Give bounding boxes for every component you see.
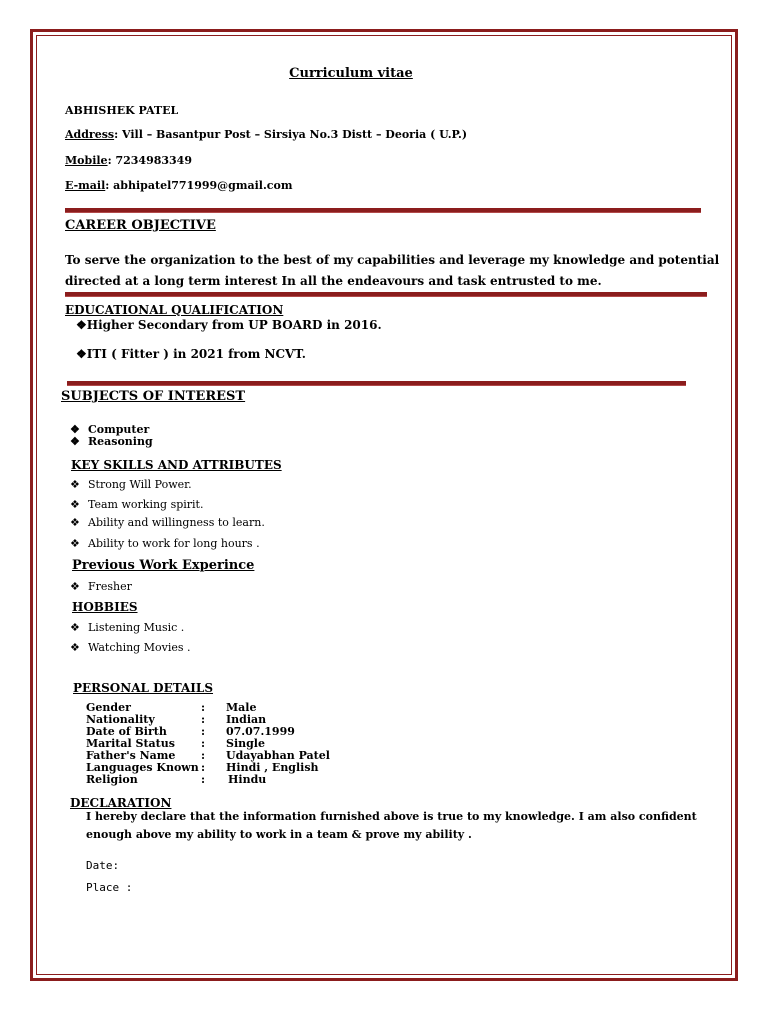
work-item-text: Fresher (88, 580, 132, 593)
personal-detail-label: Languages Known (86, 761, 199, 774)
subjects-heading: SUBJECTS OF INTEREST (61, 389, 246, 404)
career-objective-heading: CAREER OBJECTIVE (65, 218, 216, 233)
personal-detail-value: Hindu (228, 773, 267, 786)
declaration-line-1: I hereby declare that the information furnished above is true to my knowledge. I am also confident (86, 810, 697, 823)
bullet-icon: ❖ (70, 641, 80, 654)
address-label: Address (65, 128, 115, 141)
declaration-line-2: enough above my ability to work in a team & prove my ability . (86, 828, 472, 841)
skill-item (70, 537, 260, 550)
bullet-icon: ❖ (70, 478, 80, 491)
skill-item (70, 478, 192, 491)
personal-detail-label: Marital Status (86, 737, 175, 750)
hobby-item-text: Watching Movies . (88, 641, 191, 654)
bullet-icon: ❖ (70, 621, 80, 634)
personal-detail-value: 07.07.1999 (226, 725, 295, 738)
bullet-icon: ❖ (70, 516, 80, 529)
skill-item-text: Team working spirit. (88, 498, 204, 511)
skill-item-text: Ability to work for long hours . (88, 537, 260, 550)
skill-item-text: Ability and willingness to learn. (88, 516, 265, 529)
address-value: : Vill – Basantpur Post – Sirsiya No.3 Distt – Deoria ( U.P.) (114, 128, 468, 141)
career-objective-line-2: directed at a long term interest In all the endeavours and task entrusted to me. (65, 274, 602, 288)
subject-item-text: Reasoning (88, 435, 153, 448)
personal-detail-value: Hindi , English (226, 761, 319, 774)
candidate-name: ABHISHEK PATEL (65, 104, 179, 117)
skill-item (70, 516, 265, 529)
hobbies-heading: HOBBIES (72, 600, 138, 614)
personal-detail-colon: : (201, 749, 206, 762)
bullet-icon: ❖ (76, 318, 87, 332)
personal-detail-label: Date of Birth (86, 725, 167, 738)
personal-detail-colon: : (201, 773, 206, 786)
mobile-line (65, 154, 192, 167)
mobile-label: Mobile (65, 154, 108, 167)
education-heading: EDUCATIONAL QUALIFICATION (65, 303, 284, 317)
mobile-value: : 7234983349 (107, 154, 192, 167)
work-item (70, 580, 132, 593)
bullet-icon: ❖ (76, 347, 87, 361)
personal-detail-value: Single (226, 737, 265, 750)
personal-details-heading: PERSONAL DETAILS (73, 681, 214, 695)
divider-rule (65, 208, 701, 213)
personal-detail-colon: : (201, 737, 206, 750)
subject-item-text: Computer (88, 423, 150, 436)
hobby-item (70, 621, 184, 634)
personal-detail-colon: : (201, 701, 206, 714)
education-item (76, 347, 306, 361)
personal-detail-label: Nationality (86, 713, 155, 726)
declaration-heading: DECLARATION (70, 796, 172, 810)
personal-detail-value: Indian (226, 713, 267, 726)
date-label: Date: (86, 859, 120, 872)
personal-detail-colon: : (201, 761, 206, 774)
personal-detail-label: Gender (86, 701, 131, 714)
hobby-item-text: Listening Music . (88, 621, 185, 634)
address-line (65, 128, 467, 141)
skills-heading: KEY SKILLS AND ATTRIBUTES (71, 458, 282, 472)
email-value: : abhipatel771999@gmail.com (105, 179, 293, 192)
skill-item-text: Strong Will Power. (88, 478, 192, 491)
personal-detail-colon: : (201, 725, 206, 738)
divider-rule (67, 381, 686, 386)
divider-rule (65, 292, 707, 297)
document-title: Curriculum vitae (289, 66, 413, 81)
personal-detail-colon: : (201, 713, 206, 726)
bullet-icon: ❖ (70, 537, 80, 550)
hobby-item (70, 641, 190, 654)
personal-detail-label: Religion (86, 773, 138, 786)
personal-detail-label: Father's Name (86, 749, 176, 762)
personal-detail-value: Male (226, 701, 257, 714)
education-item-text: Higher Secondary from UP BOARD in 2016. (86, 318, 382, 332)
bullet-icon: ❖ (70, 498, 80, 511)
education-item-text: ITI ( Fitter ) in 2021 from NCVT. (86, 347, 306, 361)
email-line (65, 179, 293, 192)
personal-detail-value: Udayabhan Patel (226, 749, 330, 762)
work-heading: Previous Work Experince (72, 558, 255, 573)
skill-item (70, 498, 203, 511)
bullet-icon: ❖ (70, 423, 80, 436)
subject-item (70, 435, 153, 448)
career-objective-line-1: To serve the organization to the best of my capabilities and leverage my knowledge and potential (65, 253, 720, 267)
bullet-icon: ❖ (70, 580, 80, 593)
education-item (76, 318, 382, 332)
email-label: E-mail (65, 179, 106, 192)
bullet-icon: ❖ (70, 435, 80, 448)
place-label: Place : (86, 881, 133, 894)
